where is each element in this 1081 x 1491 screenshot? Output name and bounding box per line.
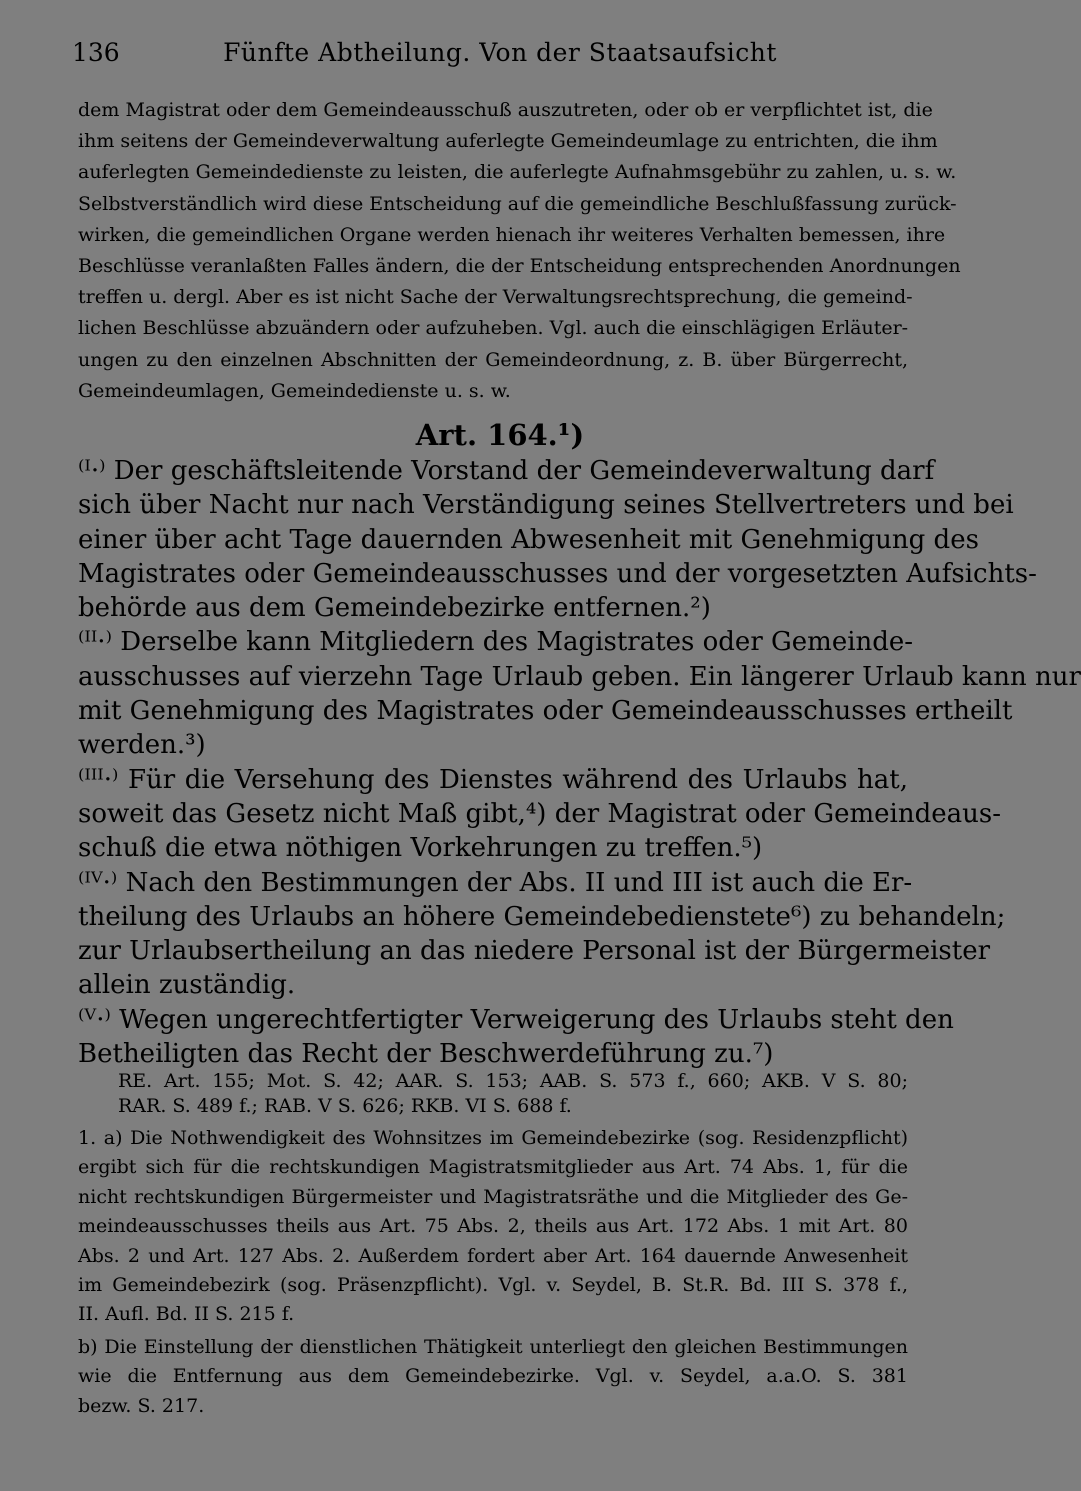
text-line: wirken, die gemeindlichen Organe werden hienach ihr weiteres Verhalten bemessen, ihre [78, 223, 946, 246]
note-line: ergibt sich für die rechtskundigen Magistratsmitglieder aus Art. 74 Abs. 1, für die [78, 1156, 908, 1179]
note-line: bezw. S. 217. [78, 1394, 205, 1417]
article-line: soweit das Gesetz nicht Maß gibt,⁴) der Magistrat oder Gemeindeaus- [78, 798, 1001, 829]
article-line: werden.³) [78, 730, 206, 761]
article-line: behörde aus dem Gemeindebezirke entfernen.²) [78, 593, 711, 624]
text-line: Selbstverständlich wird diese Entscheidung auf die gemeindliche Beschlußfassung zurück- [78, 192, 957, 215]
text-line: ihm seitens der Gemeindeverwaltung auferlegte Gemeindeumlage zu entrichten, die ihm [78, 130, 938, 153]
note-1a [78, 1124, 908, 1330]
article-line: theilung des Urlaubs an höhere Gemeindebedienstete⁶) zu behandeln; [78, 901, 1006, 932]
article-line: Betheiligten das Recht der Beschwerdeführung zu.⁷) [78, 1039, 774, 1070]
article-line: einer über acht Tage dauernden Abwesenheit mit Genehmigung des [78, 524, 979, 555]
article-line: zur Urlaubsertheilung an das niedere Personal ist der Bürgermeister [78, 936, 991, 967]
note-line: II. Aufl. Bd. II S. 215 f. [78, 1303, 295, 1326]
article-line: ⁽ᴵᴵᴵ·⁾ Für die Versehung des Dienstes während des Urlaubs hat, [78, 764, 908, 795]
running-title: Fünfte Abtheilung. Von der Staatsaufsicht [223, 38, 777, 67]
text-line: Gemeindeumlagen, Gemeindedienste u. s. w. [78, 379, 511, 402]
note-line: meindeausschusses theils aus Art. 75 Abs. 2, theils aus Art. 172 Abs. 1 mit Art. 80 [78, 1215, 908, 1238]
text-line: treffen u. dergl. Aber es ist nicht Sache der Verwaltungsrechtsprechung, die gemeind- [78, 286, 913, 309]
note-line: wie die Entfernung aus dem Gemeindebezirke. Vgl. v. Seydel, a.a.O. S. 381 [78, 1365, 908, 1388]
note-line: Abs. 2 und Art. 127 Abs. 2. Außerdem fordert aber Art. 164 dauernde Anwesenheit [78, 1244, 908, 1267]
page-number: 136 [72, 38, 120, 67]
article-heading: Art. 164.¹) [415, 418, 585, 452]
commentary-continuation [78, 95, 961, 407]
text-line: auferlegten Gemeindedienste zu leisten, die auferlegte Aufnahmsgebühr zu zahlen, u. s. w. [78, 161, 957, 184]
article-line: Magistrates oder Gemeindeausschusses und der vorgesetzten Aufsichts- [78, 558, 1037, 589]
article-line: ausschusses auf vierzehn Tage Urlaub geben. Ein längerer Urlaub kann nur [78, 661, 1081, 692]
article-line: ⁽ⱽ·⁾ Wegen ungerechtfertigter Verweigerung des Urlaubs steht den [78, 1004, 954, 1035]
article-text [78, 454, 1081, 1071]
article-line: ⁽ᴵⱽ·⁾ Nach den Bestimmungen der Abs. II und III ist auch die Er- [78, 867, 913, 898]
article-line: allein zuständig. [78, 970, 296, 1001]
article-line: ⁽ᴵ·⁾ Der geschäftsleitende Vorstand der Gemeindeverwaltung darf [78, 456, 935, 486]
text-line: dem Magistrat oder dem Gemeindeausschuß auszutreten, oder ob er verpflichtet ist, die [78, 99, 933, 121]
note-line: b) Die Einstellung der dienstlichen Thätigkeit unterliegt den gleichen Bestimmungen [78, 1336, 908, 1358]
note-1b [78, 1333, 908, 1421]
note-line: im Gemeindebezirk (sog. Präsenzpflicht). Vgl. v. Seydel, B. St.R. Bd. III S. 378 f., [78, 1273, 908, 1296]
note-line: 1. a) Die Nothwendigkeit des Wohnsitzes im Gemeindebezirke (sog. Residenzpflicht) [78, 1127, 908, 1149]
text-line: ungen zu den einzelnen Abschnitten der Gemeindeordnung, z. B. über Bürgerrecht, [78, 348, 908, 371]
article-line: ⁽ᴵᴵ·⁾ Derselbe kann Mitgliedern des Magistrates oder Gemeinde- [78, 627, 914, 658]
article-line: mit Genehmigung des Magistrates oder Gemeindeausschusses ertheilt [78, 696, 1013, 727]
page-header [72, 38, 928, 72]
note-line: nicht rechtskundigen Bürgermeister und Magistratsräthe und die Mitglieder des Ge- [78, 1185, 908, 1208]
article-line: sich über Nacht nur nach Verständigung seines Stellvertreters und bei [78, 490, 1014, 521]
article-line: schuß die etwa nöthigen Vorkehrungen zu treffen.⁵) [78, 833, 763, 864]
source-citations [118, 1069, 908, 1119]
citation-line: RE. Art. 155; Mot. S. 42; AAR. S. 153; AAB. S. 573 f., 660; AKB. V S. 80; [118, 1070, 908, 1092]
citation-line: RAR. S. 489 f.; RAB. V S. 626; RKB. VI S. 688 f. [118, 1095, 572, 1117]
text-line: Beschlüsse veranlaßten Falles ändern, die der Entscheidung entsprechenden Anordnungen [78, 254, 961, 277]
text-line: lichen Beschlüsse abzuändern oder aufzuheben. Vgl. auch die einschlägigen Erläuter- [78, 317, 909, 340]
